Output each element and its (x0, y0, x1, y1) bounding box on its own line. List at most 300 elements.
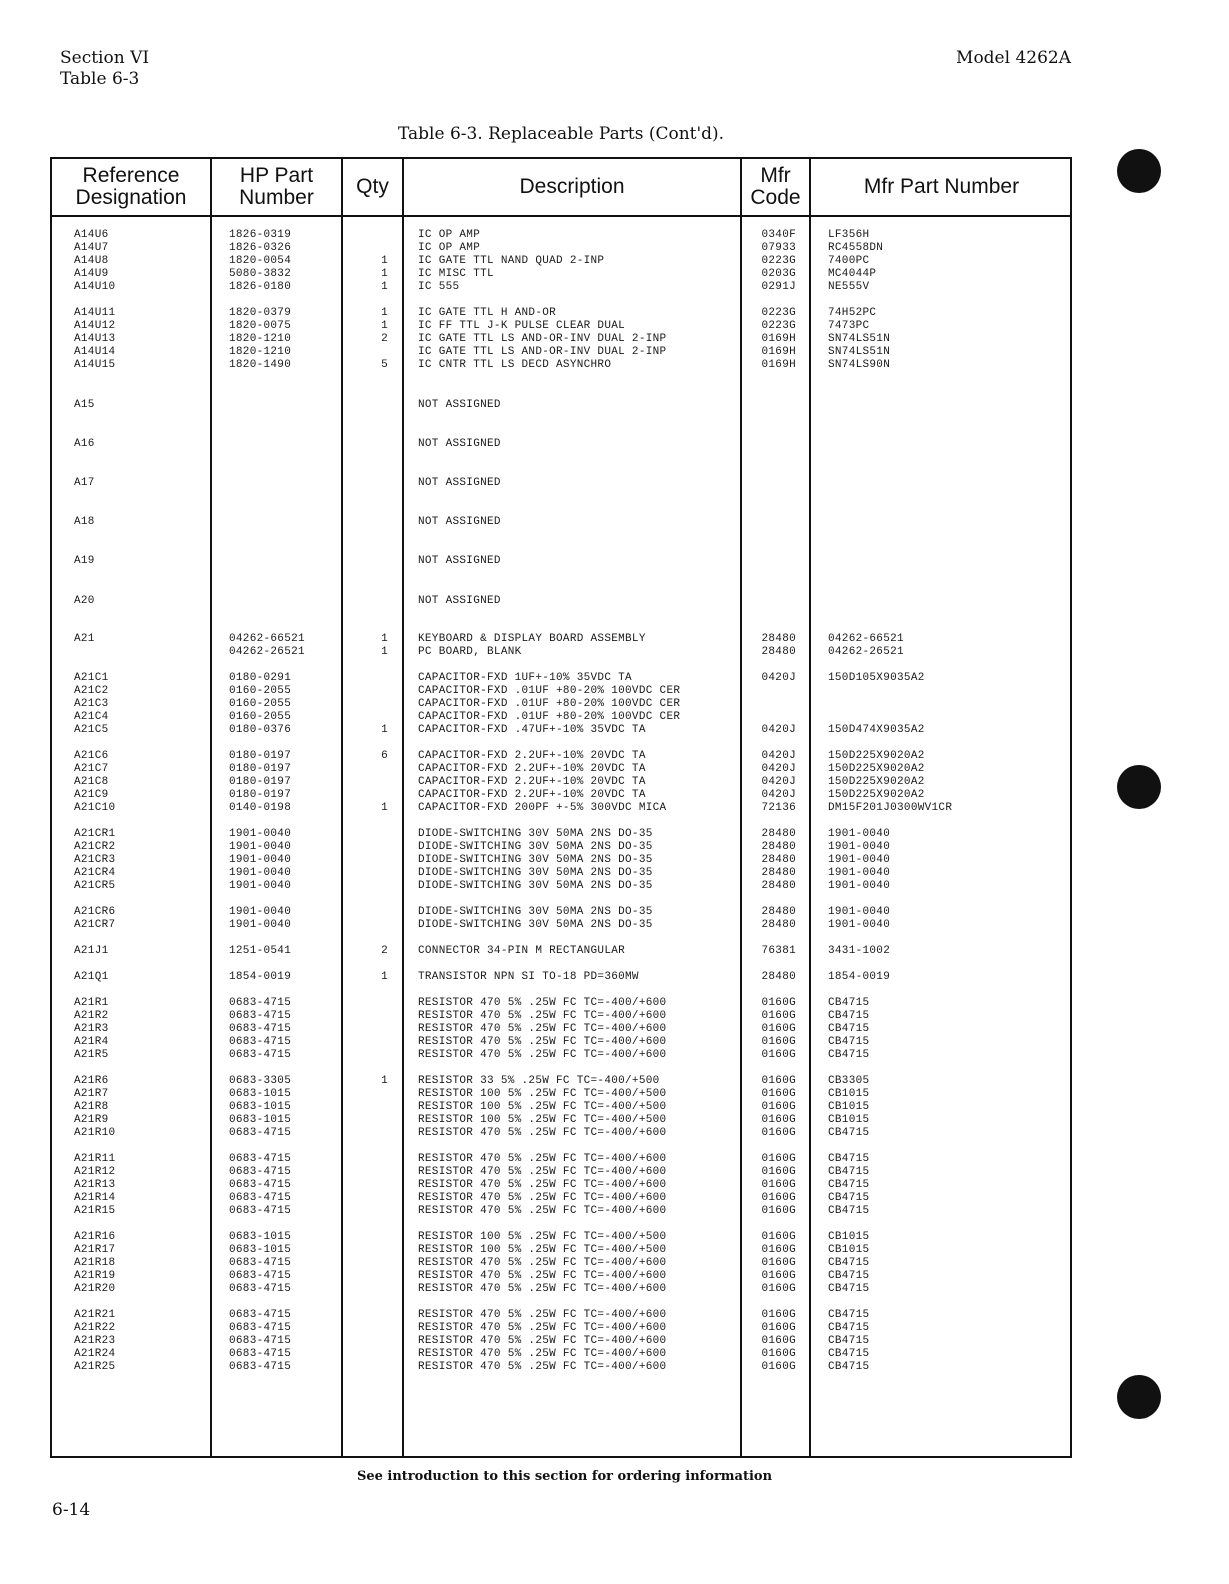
cell-mpn: CB4715 (828, 1010, 870, 1022)
cell-hp: 1820-0054 (229, 255, 292, 267)
cell-mpn: LF356H (828, 229, 870, 241)
table-row (0, 685, 1020, 698)
table-row (0, 906, 1020, 919)
table-row (0, 1348, 1020, 1361)
cell-mpn: CB4715 (828, 1348, 870, 1360)
cell-desc: RESISTOR 470 5% .25W FC TC=-400/+600 (418, 1023, 667, 1035)
cell-mpn: 1901-0040 (828, 867, 891, 879)
cell-mfr: 0420J (761, 672, 796, 684)
table-row (0, 477, 1020, 490)
cell-desc: IC FF TTL J-K PULSE CLEAR DUAL (418, 320, 626, 332)
cell-desc: CAPACITOR-FXD 2.2UF+-10% 20VDC TA (418, 750, 646, 762)
table-row (0, 242, 1020, 255)
cell-hp: 0683-3305 (229, 1075, 292, 1087)
binder-hole-mark (1117, 149, 1161, 193)
cell-mfr: 0160G (761, 1127, 796, 1139)
cell-desc: RESISTOR 470 5% .25W FC TC=-400/+600 (418, 1205, 667, 1217)
cell-mpn: CB4715 (828, 1335, 870, 1347)
cell-mpn: NE555V (828, 281, 870, 293)
col-header-hp-part-number (212, 159, 341, 215)
cell-mfr: 0169H (761, 346, 796, 358)
cell-ref: A20 (74, 595, 95, 607)
cell-mpn: CB4715 (828, 1309, 870, 1321)
cell-ref: A21C7 (74, 763, 109, 775)
cell-ref: A21R16 (74, 1231, 116, 1243)
cell-mpn: CB4715 (828, 1153, 870, 1165)
cell-mfr: 0160G (761, 1088, 796, 1100)
cell-desc: IC GATE TTL NAND QUAD 2-INP (418, 255, 605, 267)
cell-mpn: CB3305 (828, 1075, 870, 1087)
table-row (0, 268, 1020, 281)
cell-ref: A17 (74, 477, 95, 489)
cell-ref: A21CR7 (74, 919, 116, 931)
cell-mfr: 0160G (761, 1205, 796, 1217)
cell-desc: DIODE-SWITCHING 30V 50MA 2NS DO-35 (418, 919, 653, 931)
cell-hp: 1820-1490 (229, 359, 292, 371)
table-row (0, 633, 1020, 646)
table-row (0, 711, 1020, 724)
cell-mpn: CB4715 (828, 1127, 870, 1139)
cell-desc: DIODE-SWITCHING 30V 50MA 2NS DO-35 (418, 841, 653, 853)
cell-mfr: 0160G (761, 1166, 796, 1178)
cell-desc: RESISTOR 470 5% .25W FC TC=-400/+600 (418, 1283, 667, 1295)
cell-mfr: 0160G (761, 1335, 796, 1347)
cell-hp: 0683-4715 (229, 1166, 292, 1178)
cell-ref: A21C5 (74, 724, 109, 736)
cell-desc: DIODE-SWITCHING 30V 50MA 2NS DO-35 (418, 854, 653, 866)
cell-mfr: 76381 (761, 945, 796, 957)
table-row (0, 1075, 1020, 1088)
col-header-line: HP Part (239, 164, 314, 187)
cell-hp: 0683-4715 (229, 1127, 292, 1139)
cell-ref: A21C1 (74, 672, 109, 684)
cell-desc: NOT ASSIGNED (418, 516, 501, 528)
table-title: Table 6-3. Replaceable Parts (Cont'd). (398, 124, 725, 144)
cell-ref: A21CR2 (74, 841, 116, 853)
table-ref-label: Table 6-3 (60, 69, 140, 89)
cell-qty: 5 (381, 359, 388, 371)
cell-desc: IC CNTR TTL LS DECD ASYNCHRO (418, 359, 612, 371)
cell-desc: RESISTOR 470 5% .25W FC TC=-400/+600 (418, 1127, 667, 1139)
cell-ref: A21R21 (74, 1309, 116, 1321)
cell-hp: 1251-0541 (229, 945, 292, 957)
cell-mpn: 04262-26521 (828, 646, 904, 658)
cell-hp: 1826-0319 (229, 229, 292, 241)
cell-mfr: 28480 (761, 906, 796, 918)
cell-ref: A21R14 (74, 1192, 116, 1204)
cell-mpn: CB1015 (828, 1231, 870, 1243)
table-row (0, 320, 1020, 333)
cell-hp: 0160-2055 (229, 698, 292, 710)
cell-ref: A14U9 (74, 268, 109, 280)
cell-ref: A14U6 (74, 229, 109, 241)
cell-qty: 2 (381, 333, 388, 345)
cell-desc: RESISTOR 470 5% .25W FC TC=-400/+600 (418, 1049, 667, 1061)
cell-hp: 04262-26521 (229, 646, 305, 658)
cell-desc: IC GATE TTL H AND-OR (418, 307, 557, 319)
cell-mpn: CB4715 (828, 1036, 870, 1048)
cell-desc: DIODE-SWITCHING 30V 50MA 2NS DO-35 (418, 828, 653, 840)
cell-hp: 1826-0180 (229, 281, 292, 293)
table-row (0, 1244, 1020, 1257)
cell-ref: A21R13 (74, 1179, 116, 1191)
table-row (0, 724, 1020, 737)
cell-hp: 1901-0040 (229, 854, 292, 866)
table-row (0, 1231, 1020, 1244)
cell-hp: 1901-0040 (229, 906, 292, 918)
cell-mfr: 0291J (761, 281, 796, 293)
table-row (0, 776, 1020, 789)
model-label: Model 4262A (956, 48, 1071, 68)
cell-hp: 1820-1210 (229, 333, 292, 345)
cell-qty: 1 (381, 281, 388, 293)
cell-ref: A21R17 (74, 1244, 116, 1256)
cell-ref: A21R6 (74, 1075, 109, 1087)
cell-ref: A18 (74, 516, 95, 528)
cell-mpn: 1901-0040 (828, 880, 891, 892)
table-row (0, 1205, 1020, 1218)
cell-mpn: 3431-1002 (828, 945, 891, 957)
cell-desc: IC GATE TTL LS AND-OR-INV DUAL 2-INP (418, 346, 667, 358)
cell-hp: 1901-0040 (229, 919, 292, 931)
binder-hole-mark (1117, 765, 1161, 809)
cell-mfr: 0223G (761, 320, 796, 332)
cell-desc: RESISTOR 470 5% .25W FC TC=-400/+600 (418, 1309, 667, 1321)
cell-desc: RESISTOR 100 5% .25W FC TC=-400/+500 (418, 1244, 667, 1256)
cell-mfr: 0160G (761, 1283, 796, 1295)
cell-mfr: 0160G (761, 1010, 796, 1022)
cell-hp: 0683-4715 (229, 997, 292, 1009)
cell-desc: IC OP AMP (418, 229, 481, 241)
cell-mfr: 0160G (761, 1231, 796, 1243)
cell-ref: A21C4 (74, 711, 109, 723)
cell-mfr: 28480 (761, 633, 796, 645)
cell-mpn: CB1015 (828, 1114, 870, 1126)
cell-desc: RESISTOR 100 5% .25W FC TC=-400/+500 (418, 1114, 667, 1126)
cell-hp: 0683-1015 (229, 1088, 292, 1100)
col-header-line: Qty (356, 175, 389, 198)
cell-mfr: 0160G (761, 1309, 796, 1321)
table-row (0, 555, 1020, 568)
table-row (0, 997, 1020, 1010)
cell-ref: A16 (74, 438, 95, 450)
cell-desc: IC GATE TTL LS AND-OR-INV DUAL 2-INP (418, 333, 667, 345)
cell-ref: A21R23 (74, 1335, 116, 1347)
cell-desc: DIODE-SWITCHING 30V 50MA 2NS DO-35 (418, 906, 653, 918)
cell-ref: A21C9 (74, 789, 109, 801)
cell-hp: 0683-4715 (229, 1283, 292, 1295)
cell-mpn: CB4715 (828, 1023, 870, 1035)
cell-ref: A14U12 (74, 320, 116, 332)
cell-hp: 1854-0019 (229, 971, 292, 983)
cell-desc: RESISTOR 470 5% .25W FC TC=-400/+600 (418, 1361, 667, 1373)
cell-mfr: 0203G (761, 268, 796, 280)
cell-ref: A14U10 (74, 281, 116, 293)
table-row (0, 1127, 1020, 1140)
cell-hp: 1901-0040 (229, 828, 292, 840)
cell-mfr: 0223G (761, 255, 796, 267)
cell-mfr: 0160G (761, 1348, 796, 1360)
cell-desc: RESISTOR 470 5% .25W FC TC=-400/+600 (418, 1270, 667, 1282)
col-header-line: Reference (82, 164, 180, 187)
cell-mfr: 28480 (761, 854, 796, 866)
cell-mfr: 0340F (761, 229, 796, 241)
cell-ref: A21R20 (74, 1283, 116, 1295)
cell-hp: 1901-0040 (229, 867, 292, 879)
cell-mpn: 150D225X9020A2 (828, 789, 925, 801)
cell-mpn: CB1015 (828, 1244, 870, 1256)
cell-mpn: DM15F201J0300WV1CR (828, 802, 953, 814)
col-header-reference-designation (52, 159, 210, 215)
cell-ref: A14U15 (74, 359, 116, 371)
cell-desc: NOT ASSIGNED (418, 595, 501, 607)
cell-hp: 0683-4715 (229, 1179, 292, 1191)
cell-desc: RESISTOR 470 5% .25W FC TC=-400/+600 (418, 1036, 667, 1048)
cell-hp: 0160-2055 (229, 711, 292, 723)
cell-ref: A21R8 (74, 1101, 109, 1113)
cell-desc: IC 555 (418, 281, 460, 293)
cell-desc: CAPACITOR-FXD .01UF +80-20% 100VDC CER (418, 711, 681, 723)
table-row (0, 1257, 1020, 1270)
table-row (0, 1023, 1020, 1036)
cell-desc: CAPACITOR-FXD 200PF +-5% 300VDC MICA (418, 802, 667, 814)
cell-desc: RESISTOR 470 5% .25W FC TC=-400/+600 (418, 1179, 667, 1191)
cell-ref: A21R22 (74, 1322, 116, 1334)
cell-hp: 0683-4715 (229, 1322, 292, 1334)
cell-ref: A19 (74, 555, 95, 567)
cell-desc: CAPACITOR-FXD .01UF +80-20% 100VDC CER (418, 685, 681, 697)
cell-qty: 1 (381, 633, 388, 645)
cell-mpn: CB4715 (828, 1179, 870, 1191)
cell-qty: 1 (381, 320, 388, 332)
cell-ref: A15 (74, 399, 95, 411)
col-header-qty (343, 159, 402, 215)
cell-mpn: CB4715 (828, 1257, 870, 1269)
cell-ref: A14U7 (74, 242, 109, 254)
col-header-line: Code (750, 186, 801, 209)
cell-hp: 0683-4715 (229, 1309, 292, 1321)
cell-qty: 1 (381, 268, 388, 280)
cell-desc: NOT ASSIGNED (418, 477, 501, 489)
cell-mpn: 1901-0040 (828, 828, 891, 840)
cell-qty: 6 (381, 750, 388, 762)
cell-mpn: 150D225X9020A2 (828, 776, 925, 788)
col-header-line: Description (519, 175, 625, 198)
cell-desc: CAPACITOR-FXD 2.2UF+-10% 20VDC TA (418, 763, 646, 775)
cell-hp: 0683-1015 (229, 1244, 292, 1256)
cell-desc: RESISTOR 470 5% .25W FC TC=-400/+600 (418, 1257, 667, 1269)
cell-mpn: 1901-0040 (828, 906, 891, 918)
table-row (0, 880, 1020, 893)
table-row (0, 802, 1020, 815)
cell-hp: 0140-0198 (229, 802, 292, 814)
table-row (0, 1088, 1020, 1101)
table-row (0, 646, 1020, 659)
cell-mfr: 28480 (761, 880, 796, 892)
cell-qty: 1 (381, 971, 388, 983)
cell-mfr: 0169H (761, 333, 796, 345)
cell-mfr: 0420J (761, 776, 796, 788)
table-row (0, 1335, 1020, 1348)
cell-desc: NOT ASSIGNED (418, 438, 501, 450)
cell-mfr: 28480 (761, 919, 796, 931)
col-header-description (404, 159, 740, 215)
cell-ref: A21R25 (74, 1361, 116, 1373)
cell-desc: RESISTOR 100 5% .25W FC TC=-400/+500 (418, 1101, 667, 1113)
cell-ref: A21J1 (74, 945, 109, 957)
cell-desc: RESISTOR 470 5% .25W FC TC=-400/+600 (418, 1322, 667, 1334)
cell-hp: 0683-1015 (229, 1101, 292, 1113)
cell-hp: 0683-1015 (229, 1114, 292, 1126)
cell-mpn: 7400PC (828, 255, 870, 267)
cell-ref: A21Q1 (74, 971, 109, 983)
cell-mpn: 150D105X9035A2 (828, 672, 925, 684)
cell-ref: A21R19 (74, 1270, 116, 1282)
table-row (0, 1322, 1020, 1335)
table-row (0, 750, 1020, 763)
cell-hp: 0683-4715 (229, 1153, 292, 1165)
table-row (0, 1036, 1020, 1049)
cell-mfr: 0160G (761, 1257, 796, 1269)
cell-ref: A21R11 (74, 1153, 116, 1165)
cell-hp: 1820-0075 (229, 320, 292, 332)
cell-hp: 1901-0040 (229, 880, 292, 892)
cell-hp: 0683-4715 (229, 1335, 292, 1347)
cell-desc: DIODE-SWITCHING 30V 50MA 2NS DO-35 (418, 867, 653, 879)
table-row (0, 828, 1020, 841)
cell-mfr: 0160G (761, 1361, 796, 1373)
cell-ref: A21R12 (74, 1166, 116, 1178)
col-header-line: Mfr Part Number (863, 175, 1020, 198)
cell-mpn: SN74LS51N (828, 346, 891, 358)
cell-mfr: 0160G (761, 1075, 796, 1087)
cell-desc: DIODE-SWITCHING 30V 50MA 2NS DO-35 (418, 880, 653, 892)
cell-hp: 0683-4715 (229, 1270, 292, 1282)
cell-desc: CONNECTOR 34-PIN M RECTANGULAR (418, 945, 626, 957)
cell-desc: RESISTOR 33 5% .25W FC TC=-400/+500 (418, 1075, 660, 1087)
cell-mfr: 28480 (761, 971, 796, 983)
table-row (0, 1010, 1020, 1023)
cell-desc: CAPACITOR-FXD 1UF+-10% 35VDC TA (418, 672, 632, 684)
cell-mfr: 0160G (761, 1023, 796, 1035)
cell-hp: 0180-0376 (229, 724, 292, 736)
table-row (0, 1049, 1020, 1062)
table-row (0, 971, 1020, 984)
cell-ref: A21R15 (74, 1205, 116, 1217)
cell-mpn: 150D225X9020A2 (828, 763, 925, 775)
cell-ref: A14U11 (74, 307, 116, 319)
cell-hp: 0683-1015 (229, 1231, 292, 1243)
cell-hp: 0160-2055 (229, 685, 292, 697)
cell-ref: A21R3 (74, 1023, 109, 1035)
cell-desc: RESISTOR 470 5% .25W FC TC=-400/+600 (418, 1153, 667, 1165)
cell-mpn: 150D225X9020A2 (828, 750, 925, 762)
table-row (0, 307, 1020, 320)
table-row (0, 516, 1020, 529)
cell-mfr: 0420J (761, 789, 796, 801)
table-row (0, 1153, 1020, 1166)
cell-desc: RESISTOR 470 5% .25W FC TC=-400/+600 (418, 1192, 667, 1204)
cell-ref: A21R1 (74, 997, 109, 1009)
cell-hp: 0683-4715 (229, 1257, 292, 1269)
cell-mfr: 0160G (761, 1101, 796, 1113)
table-row (0, 1361, 1020, 1374)
table-row (0, 346, 1020, 359)
cell-hp: 5080-3832 (229, 268, 292, 280)
cell-ref: A21C6 (74, 750, 109, 762)
table-row (0, 1101, 1020, 1114)
cell-hp: 0180-0197 (229, 776, 292, 788)
table-row (0, 229, 1020, 242)
cell-mpn: 1901-0040 (828, 854, 891, 866)
cell-mpn: CB1015 (828, 1101, 870, 1113)
table-row (0, 854, 1020, 867)
cell-mfr: 28480 (761, 841, 796, 853)
table-row (0, 1192, 1020, 1205)
cell-mpn: 04262-66521 (828, 633, 904, 645)
table-row (0, 698, 1020, 711)
cell-hp: 0683-4715 (229, 1205, 292, 1217)
cell-ref: A21C2 (74, 685, 109, 697)
footer-note: See introduction to this section for ordering information (356, 1469, 773, 1484)
cell-qty: 2 (381, 945, 388, 957)
cell-desc: CAPACITOR-FXD .01UF +80-20% 100VDC CER (418, 698, 681, 710)
cell-mfr: 0420J (761, 750, 796, 762)
cell-ref: A21CR4 (74, 867, 116, 879)
page-header-left (60, 48, 149, 90)
cell-mpn: CB4715 (828, 997, 870, 1009)
cell-mfr: 0160G (761, 1036, 796, 1048)
table-row (0, 1179, 1020, 1192)
cell-mfr: 0160G (761, 1179, 796, 1191)
table-row (0, 281, 1020, 294)
cell-mfr: 07933 (761, 242, 796, 254)
binder-hole-mark (1117, 1375, 1161, 1419)
cell-ref: A21CR1 (74, 828, 116, 840)
cell-ref: A21C8 (74, 776, 109, 788)
cell-hp: 0683-4715 (229, 1010, 292, 1022)
col-header-mfr-code (742, 159, 809, 215)
cell-ref: A21C3 (74, 698, 109, 710)
cell-mfr: 28480 (761, 828, 796, 840)
cell-hp: 1820-0379 (229, 307, 292, 319)
cell-desc: RESISTOR 470 5% .25W FC TC=-400/+600 (418, 997, 667, 1009)
cell-qty: 1 (381, 802, 388, 814)
cell-desc: IC MISC TTL (418, 268, 494, 280)
cell-desc: IC OP AMP (418, 242, 481, 254)
cell-hp: 0683-4715 (229, 1192, 292, 1204)
cell-hp: 0180-0197 (229, 789, 292, 801)
table-row (0, 672, 1020, 685)
cell-desc: CAPACITOR-FXD .47UF+-10% 35VDC TA (418, 724, 646, 736)
table-row (0, 438, 1020, 451)
cell-desc: RESISTOR 100 5% .25W FC TC=-400/+500 (418, 1088, 667, 1100)
cell-mpn: CB4715 (828, 1270, 870, 1282)
cell-mfr: 0420J (761, 763, 796, 775)
cell-mpn: 1901-0040 (828, 841, 891, 853)
cell-mpn: 7473PC (828, 320, 870, 332)
cell-hp: 0683-4715 (229, 1023, 292, 1035)
cell-qty: 1 (381, 646, 388, 658)
cell-mpn: CB4715 (828, 1361, 870, 1373)
cell-desc: RESISTOR 470 5% .25W FC TC=-400/+600 (418, 1010, 667, 1022)
cell-hp: 04262-66521 (229, 633, 305, 645)
cell-mpn: 1901-0040 (828, 919, 891, 931)
cell-mpn: 150D474X9035A2 (828, 724, 925, 736)
cell-mfr: 0160G (761, 1153, 796, 1165)
cell-desc: RESISTOR 470 5% .25W FC TC=-400/+600 (418, 1335, 667, 1347)
header-divider (52, 215, 1070, 217)
